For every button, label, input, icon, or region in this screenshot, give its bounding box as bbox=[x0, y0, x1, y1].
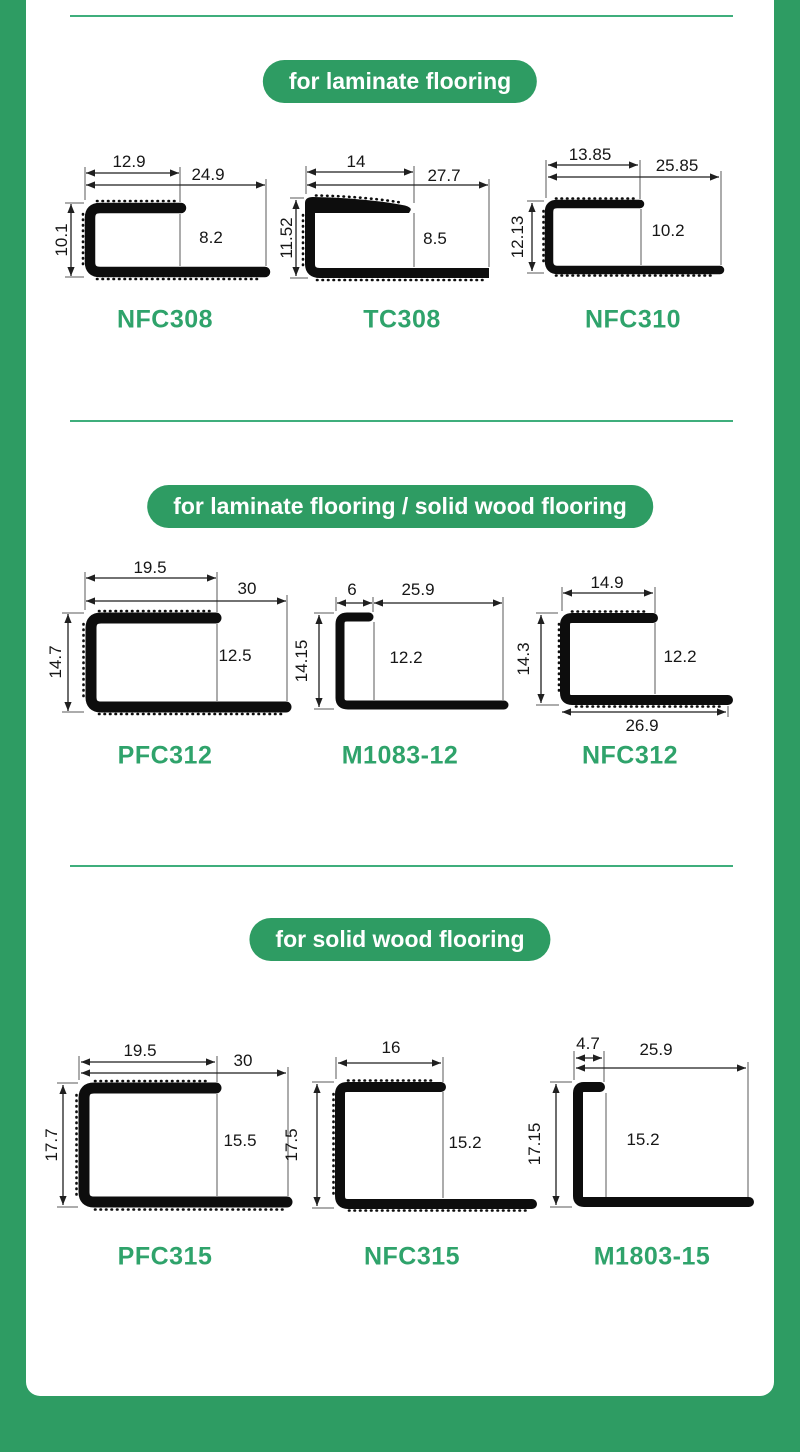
pfc312-dim-inner-height: 12.5 bbox=[218, 646, 252, 665]
profile-name-nfc310: NFC310 bbox=[584, 305, 682, 334]
profile-drawing-m1803-15 bbox=[550, 1051, 749, 1207]
nfc308-dim-overall-width: 24.9 bbox=[191, 165, 225, 184]
nfc315-dim-top-width: 16 bbox=[381, 1038, 401, 1057]
nfc308-dim-inner-height: 8.2 bbox=[199, 228, 223, 247]
profile-drawing-nfc308 bbox=[65, 167, 266, 279]
profile-name-tc308: TC308 bbox=[363, 305, 441, 334]
m1083-12-dim-top-width: 6 bbox=[347, 580, 357, 599]
profile-drawing-nfc312 bbox=[536, 587, 728, 717]
pfc315-dim-left-height: 17.7 bbox=[42, 1128, 61, 1162]
profile-name-nfc315: NFC315 bbox=[363, 1242, 461, 1271]
nfc315-dim-left-height: 17.5 bbox=[282, 1128, 301, 1162]
m1803-15-dim-top-width: 4.7 bbox=[576, 1034, 600, 1053]
nfc312-dim-inner-height: 12.2 bbox=[663, 647, 697, 666]
tc308-dim-overall-width: 27.7 bbox=[427, 166, 461, 185]
profile-drawing-nfc315 bbox=[312, 1057, 532, 1211]
pfc315-dim-top-width: 19.5 bbox=[123, 1041, 157, 1060]
nfc315-dim-inner-height: 15.2 bbox=[448, 1133, 482, 1152]
nfc308-dim-top-width: 12.9 bbox=[112, 152, 146, 171]
m1083-12-dim-inner-height: 12.2 bbox=[389, 648, 423, 667]
nfc310-dim-inner-height: 10.2 bbox=[651, 221, 685, 240]
profile-name-m1803-15: M1803-15 bbox=[593, 1242, 711, 1271]
nfc310-dim-top-width: 13.85 bbox=[568, 145, 612, 164]
pfc312-dim-left-height: 14.7 bbox=[46, 645, 65, 679]
pfc312-dim-top-width: 19.5 bbox=[133, 558, 167, 577]
profile-name-pfc312: PFC312 bbox=[117, 741, 213, 770]
m1083-12-dim-overall-width: 25.9 bbox=[401, 580, 435, 599]
section-badge: for solid wood flooring bbox=[249, 918, 550, 961]
m1803-15-dim-overall-width: 25.9 bbox=[639, 1040, 673, 1059]
pfc315-dim-overall-width: 30 bbox=[233, 1051, 253, 1070]
nfc312-dim-left-height: 14.3 bbox=[514, 642, 533, 676]
profile-drawing-nfc310 bbox=[527, 160, 721, 276]
nfc312-dim-top-width: 14.9 bbox=[590, 573, 624, 592]
nfc308-dim-left-height: 10.1 bbox=[52, 223, 71, 257]
pfc315-dim-inner-height: 15.5 bbox=[223, 1131, 257, 1150]
pfc312-dim-overall-width: 30 bbox=[237, 579, 257, 598]
m1083-12-dim-left-height: 14.15 bbox=[292, 639, 311, 683]
section-badge: for laminate flooring bbox=[263, 60, 537, 103]
nfc310-dim-overall-width: 25.85 bbox=[655, 156, 699, 175]
tc308-dim-inner-height: 8.5 bbox=[423, 229, 447, 248]
tc308-dim-top-width: 14 bbox=[346, 152, 366, 171]
nfc312-dim-bottom-width: 26.9 bbox=[625, 716, 659, 735]
profile-name-pfc315: PFC315 bbox=[117, 1242, 213, 1271]
profile-name-nfc312: NFC312 bbox=[581, 741, 679, 770]
tc308-dim-left-height: 11.52 bbox=[277, 217, 296, 259]
profile-name-m1083-12: M1083-12 bbox=[341, 741, 459, 770]
m1803-15-dim-left-height: 17.15 bbox=[525, 1122, 544, 1166]
m1803-15-dim-inner-height: 15.2 bbox=[626, 1130, 660, 1149]
profile-name-nfc308: NFC308 bbox=[116, 305, 214, 334]
section-badge: for laminate flooring / solid wood flooring bbox=[147, 485, 653, 528]
nfc310-dim-left-height: 12.13 bbox=[508, 215, 527, 259]
